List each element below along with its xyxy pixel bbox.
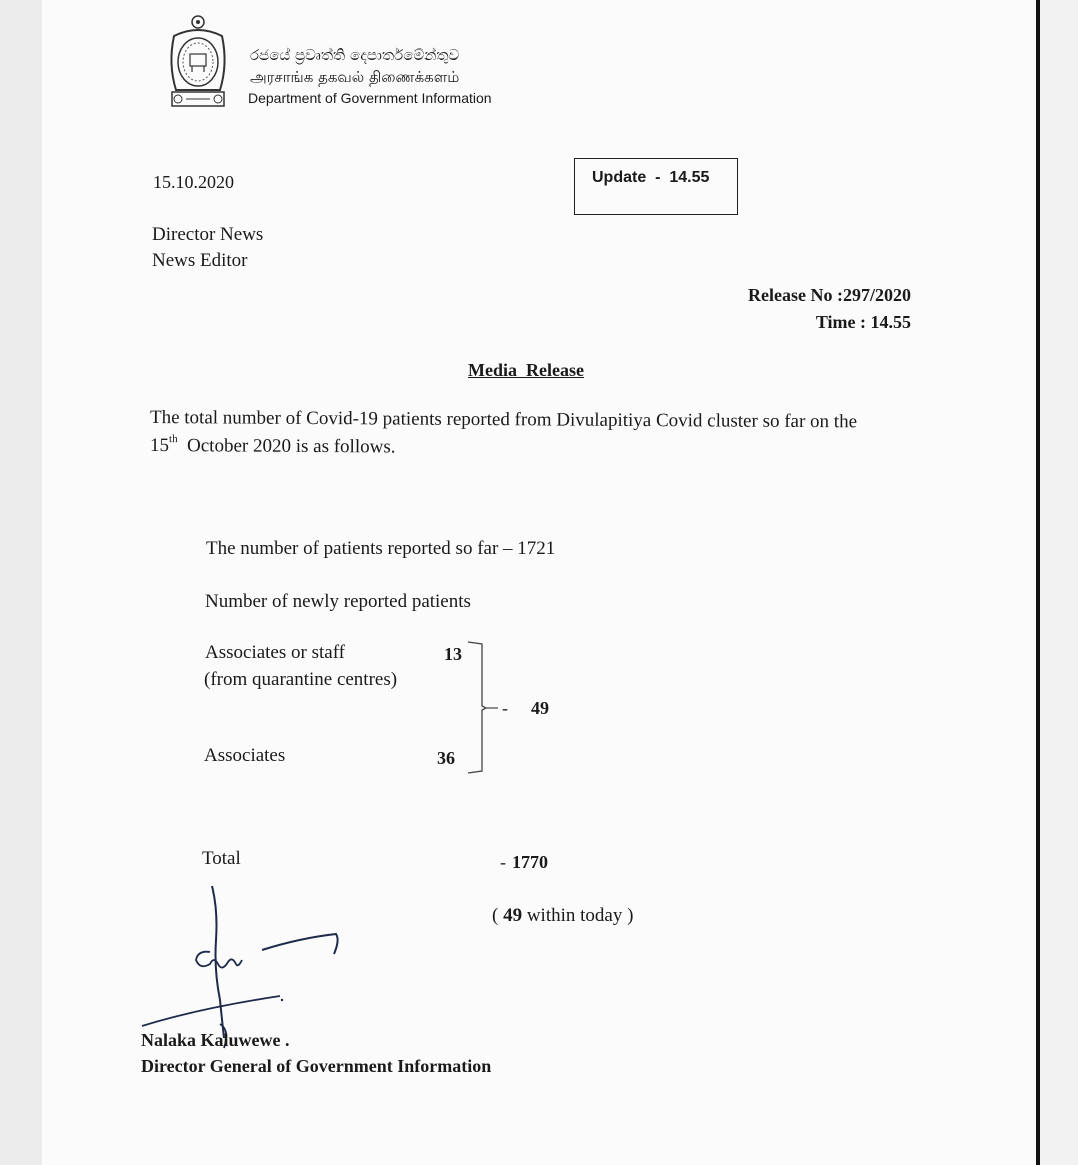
intro-day-suffix: th xyxy=(168,433,178,446)
intro-line-1: The total number of Covid-19 patients reported from Divulapitiya Covid cluster so far on the xyxy=(149,407,858,433)
letterhead-tamil: அரசாங்க தகவல் திணைக்களம் xyxy=(250,68,460,86)
group1-label-sub: (from quarantine centres) xyxy=(204,669,398,690)
signatory-title: Director General of Government Information xyxy=(141,1056,492,1076)
release-date: 15.10.2020 xyxy=(153,172,234,192)
total-label: Total xyxy=(202,848,241,869)
intro-rest: October 2020 is as follows. xyxy=(177,435,396,458)
intro-line-2 xyxy=(150,433,396,458)
group1-value: 13 xyxy=(444,644,462,664)
newly-reported-heading: Number of newly reported patients xyxy=(205,591,471,612)
group1-label: Associates or staff xyxy=(205,642,346,663)
group2-label: Associates xyxy=(204,745,286,766)
handwritten-signature xyxy=(140,880,360,1055)
subtotal-value: 49 xyxy=(531,698,549,718)
page-edge xyxy=(1036,0,1078,1165)
group2-value: 36 xyxy=(437,748,455,768)
document-title: Media Release xyxy=(468,360,584,380)
today-rest: within today ) xyxy=(522,905,634,926)
reported-so-far: The number of patients reported so far – 1721 xyxy=(206,538,556,559)
total-value: 1770 xyxy=(512,852,548,872)
letterhead-english: Department of Government Information xyxy=(248,90,492,106)
update-box xyxy=(574,158,738,215)
subtotal-dash: - xyxy=(502,698,508,718)
recipient-1: Director News xyxy=(152,224,264,245)
signatory-name: Nalaka Kaluwewe . xyxy=(141,1030,290,1050)
release-number: Release No :297/2020 xyxy=(748,285,911,305)
total-row xyxy=(500,852,548,873)
brace-bracket-icon xyxy=(464,640,524,775)
today-open: ( xyxy=(492,905,504,926)
total-dash: - xyxy=(500,852,506,872)
release-time: Time : 14.55 xyxy=(815,312,911,332)
recipient-2: News Editor xyxy=(152,250,248,271)
today-value: 49 xyxy=(503,905,523,926)
update-label: Update - 14.55 xyxy=(592,169,710,186)
intro-day: 15 xyxy=(149,435,170,457)
letterhead-sinhala: රජයේ ප්‍රවෘත්ති දෙපාර්තමේන්තුව xyxy=(250,46,460,64)
today-note xyxy=(492,905,633,927)
sri-lanka-emblem-icon xyxy=(164,14,232,110)
